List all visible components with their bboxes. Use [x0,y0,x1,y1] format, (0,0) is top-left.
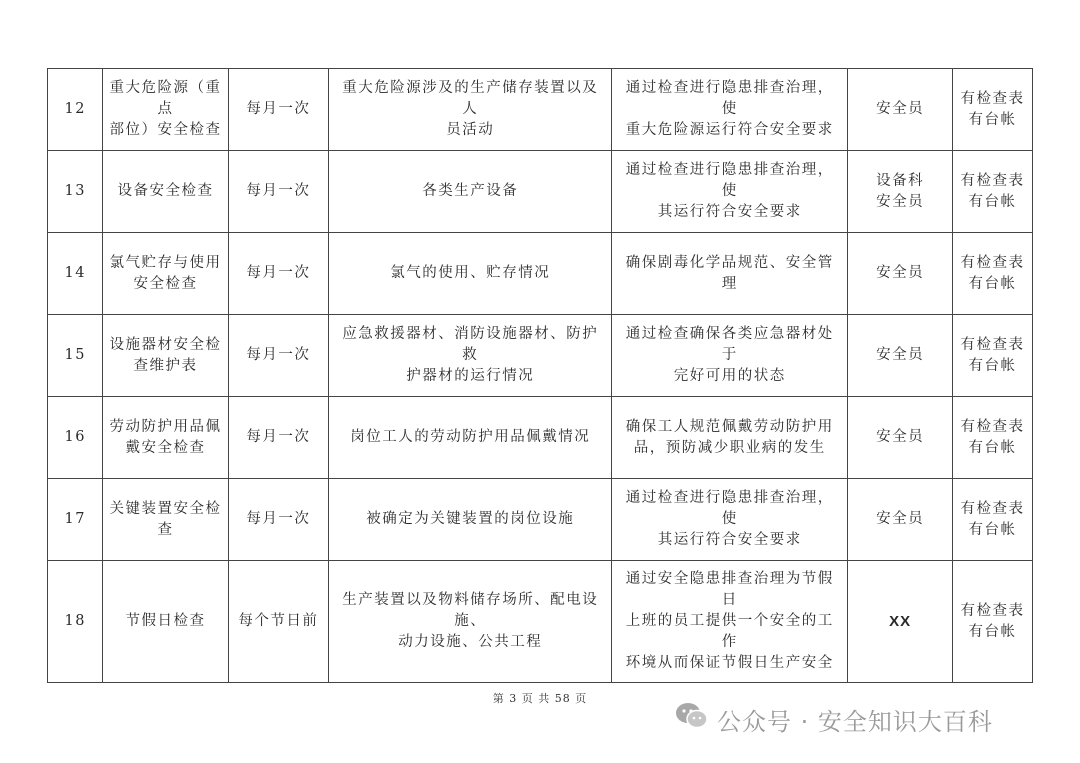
table-row [48,561,1033,683]
row-number: 14 [48,233,103,315]
watermark-text: 公众号 · 安全知识大百科 [717,707,993,736]
table-row [48,479,1033,561]
record-form: 有检查表 有台帐 [952,151,1032,233]
row-number: 12 [48,69,103,151]
record-form: 有检查表 有台帐 [952,315,1032,397]
frequency: 每月一次 [228,315,329,397]
frequency: 每月一次 [228,397,329,479]
record-form: 有检查表 有台帐 [952,479,1032,561]
inspection-scope: 各类生产设备 [329,151,612,233]
inspection-scope: 氯气的使用、贮存情况 [329,233,612,315]
responsible-party: 安全员 [848,315,953,397]
inspection-scope: 重大危险源涉及的生产储存装置以及人 员活动 [329,69,612,151]
record-form: 有检查表 有台帐 [952,397,1032,479]
wechat-icon [675,701,717,737]
inspection-goal: 确保工人规范佩戴劳动防护用 品，预防减少职业病的发生 [612,397,848,479]
row-number: 13 [48,151,103,233]
page-footer: 第 3 页 共 58 页 [492,692,588,705]
table-row [48,315,1033,397]
row-number: 18 [48,561,103,683]
frequency: 每月一次 [228,151,329,233]
inspection-table [47,68,1033,683]
responsible-party: 设备科 安全员 [848,151,953,233]
inspection-name: 关键装置安全检 查 [103,479,228,561]
inspection-scope: 生产装置以及物料储存场所、配电设施、 动力设施、公共工程 [329,561,612,683]
inspection-name: 设施器材安全检 查维护表 [103,315,228,397]
inspection-goal: 通过检查进行隐患排查治理，使 重大危险源运行符合安全要求 [612,69,848,151]
responsible-party: 安全员 [848,69,953,151]
inspection-scope: 被确定为关键装置的岗位设施 [329,479,612,561]
row-number: 15 [48,315,103,397]
inspection-name: 节假日检查 [103,561,228,683]
table-body [48,69,1033,683]
inspection-goal: 通过检查进行隐患排查治理，使 其运行符合安全要求 [612,151,848,233]
frequency: 每月一次 [228,233,329,315]
responsible-party: 安全员 [848,397,953,479]
table-row [48,397,1033,479]
responsible-party: 安全员 [848,479,953,561]
table-row [48,151,1033,233]
record-form: 有检查表 有台帐 [952,233,1032,315]
watermark [675,703,993,735]
responsible-party: XX [848,561,953,683]
inspection-goal: 通过检查进行隐患排查治理，使 其运行符合安全要求 [612,479,848,561]
inspection-scope: 岗位工人的劳动防护用品佩戴情况 [329,397,612,479]
inspection-table-container [47,68,1033,683]
inspection-goal: 通过检查确保各类应急器材处于 完好可用的状态 [612,315,848,397]
record-form: 有检查表 有台帐 [952,561,1032,683]
frequency: 每个节日前 [228,561,329,683]
table-row [48,233,1033,315]
inspection-name: 重大危险源（重点 部位）安全检查 [103,69,228,151]
inspection-name: 氯气贮存与使用 安全检查 [103,233,228,315]
inspection-goal: 通过安全隐患排查治理为节假日 上班的员工提供一个安全的工作 环境从而保证节假日生产安全 [612,561,848,683]
inspection-scope: 应急救援器材、消防设施器材、防护救 护器材的运行情况 [329,315,612,397]
row-number: 17 [48,479,103,561]
frequency: 每月一次 [228,69,329,151]
frequency: 每月一次 [228,479,329,561]
inspection-goal: 确保剧毒化学品规范、安全管理 [612,233,848,315]
record-form: 有检查表 有台帐 [952,69,1032,151]
table-row [48,69,1033,151]
inspection-name: 劳动防护用品佩 戴安全检查 [103,397,228,479]
responsible-party: 安全员 [848,233,953,315]
inspection-name: 设备安全检查 [103,151,228,233]
row-number: 16 [48,397,103,479]
